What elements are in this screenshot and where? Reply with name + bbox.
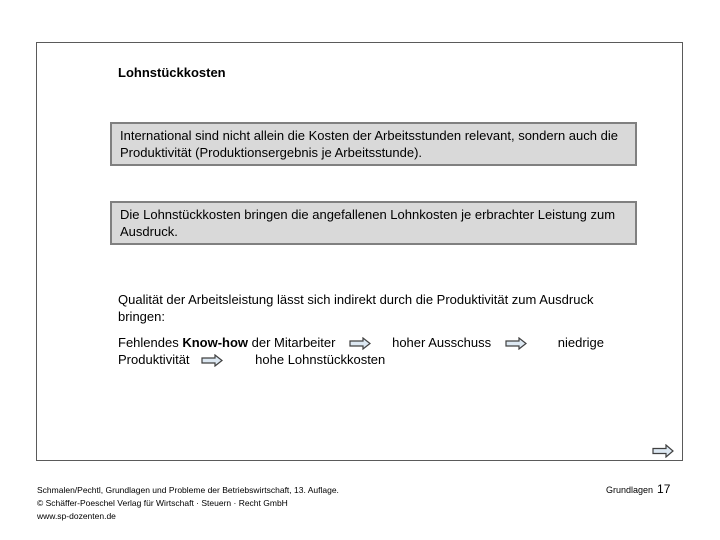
footer-page-info [606, 482, 670, 497]
page-number: 17 [657, 482, 671, 496]
cause-chain [118, 334, 638, 368]
quality-paragraph: Qualität der Arbeitsleistung lässt sich indirekt durch die Produktivität zum Ausdruck bringen: [118, 292, 594, 324]
footer-line-book: Schmalen/Pechtl, Grundlagen und Probleme der Betriebswirtschaft, 13. Auflage. [37, 485, 339, 495]
chain-know-how: Know-how [182, 335, 249, 350]
chain-step-productivity: Produktivität [118, 352, 190, 367]
right-arrow-icon [201, 354, 223, 367]
chain-step-unit-cost: hohe Lohnstückkosten [255, 352, 386, 367]
cause-chain-line-1 [118, 334, 638, 351]
footer-citation [37, 484, 339, 523]
next-slide-arrow-icon[interactable] [652, 444, 674, 463]
info-box-productivity-text: International sind nicht allein die Kosten der Arbeitsstunden relevant, sondern auch die Produktivität (Produktionsergebnis je Arbeitsstunde). [120, 128, 618, 160]
footer-line-url: www.sp-dozenten.de [37, 511, 116, 521]
chain-pre: Fehlendes [118, 335, 183, 350]
slide-title: Lohnstückkosten [118, 65, 226, 80]
chain-post: der Mitarbeiter [248, 335, 336, 350]
footer-line-publisher: © Schäffer-Poeschel Verlag für Wirtschaft · Steuern · Recht GmbH [37, 498, 288, 508]
info-box-unit-labor-cost [110, 201, 637, 245]
chain-step-low: niedrige [557, 335, 604, 350]
info-box-productivity [110, 122, 637, 166]
right-arrow-icon [505, 337, 527, 350]
cause-chain-line-2 [118, 351, 638, 368]
info-box-unit-labor-cost-text: Die Lohnstückkosten bringen die angefallenen Lohnkosten je erbrachter Leistung zum Ausdruck. [120, 207, 616, 239]
slide-frame [36, 42, 683, 461]
footer-section: Grundlagen [606, 485, 654, 495]
right-arrow-icon [349, 337, 371, 350]
chain-step-scrap: hoher Ausschuss [392, 335, 492, 350]
